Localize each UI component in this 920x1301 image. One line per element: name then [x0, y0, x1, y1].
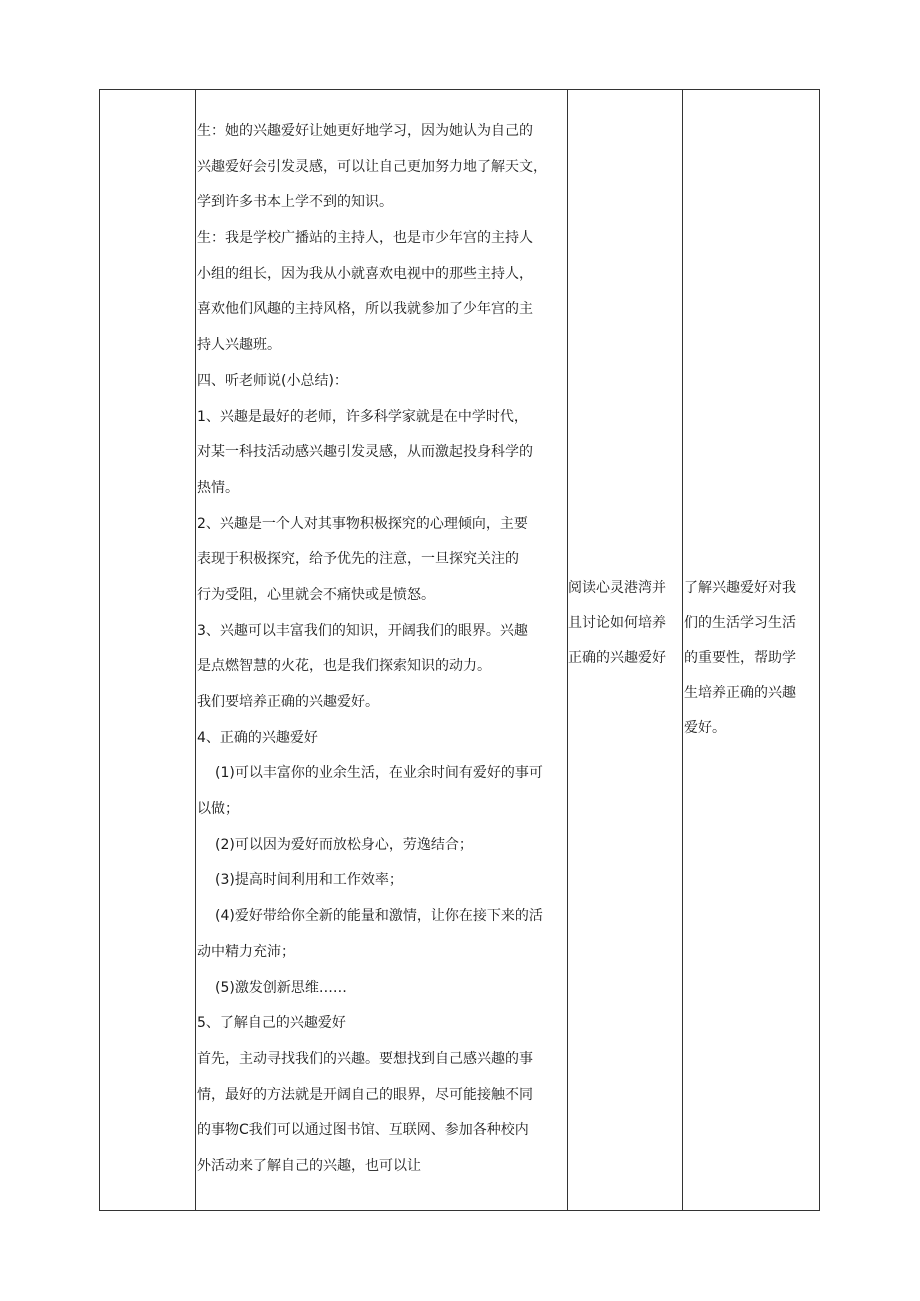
content-line: 外活动来了解自己的兴趣，也可以让	[197, 1157, 421, 1174]
content-line: 小组的组长，因为我从小就喜欢电视中的那些主持人，	[197, 265, 533, 282]
content-line: 表现于积极探究，给予优先的注意，一旦探究关注的	[197, 551, 519, 568]
content-line: 情，最好的方法就是开阔自己的眼界，尽可能接触不同	[197, 1086, 533, 1103]
content-line: 5、了解自己的兴趣爱好	[197, 1015, 346, 1032]
activity-line: 且讨论如何培养	[568, 615, 666, 631]
student-activity-column	[568, 571, 682, 676]
content-line: 动中精力充沛；	[197, 943, 295, 960]
intent-line: 生培养正确的兴趣	[684, 685, 796, 701]
content-line: 生：我是学校广播站的主持人，也是市少年宫的主持人	[197, 230, 533, 247]
content-line: (5)激发创新思维……	[215, 979, 347, 996]
content-line: 2、兴趣是一个人对其事物积极探究的心理倾向，主要	[197, 515, 528, 532]
content-line: (3)提高时间利用和工作效率；	[215, 872, 403, 889]
design-intent-column	[684, 571, 818, 746]
content-line: 热情。	[197, 479, 239, 496]
content-line: 持人兴趣班。	[197, 337, 281, 354]
content-line: (2)可以因为爱好而放松身心，劳逸结合；	[215, 836, 473, 853]
column-divider	[195, 90, 196, 1210]
content-line: 行为受阻，心里就会不痛快或是愤怒。	[197, 586, 435, 603]
content-line: (1)可以丰富你的业余生活，在业余时间有爱好的事可	[215, 765, 543, 782]
intent-line: 爱好。	[684, 720, 726, 736]
intent-line: 们的生活学习生活	[684, 615, 796, 631]
content-line: 首先，主动寻找我们的兴趣。要想找到自己感兴趣的事	[197, 1050, 533, 1067]
content-line: (4)爱好带给你全新的能量和激情，让你在接下来的活	[215, 908, 543, 925]
lesson-table	[99, 89, 820, 1211]
activity-line: 阅读心灵港湾并	[568, 580, 666, 596]
teaching-content-column	[197, 90, 567, 1210]
content-line: 以做；	[197, 801, 239, 818]
content-line: 对某一科技活动感兴趣引发灵感，从而激起投身科学的	[197, 444, 533, 461]
content-line: 是点燃智慧的火花，也是我们探索知识的动力。	[197, 658, 491, 675]
content-line: 喜欢他们风趣的主持风格，所以我就参加了少年宫的主	[197, 301, 533, 318]
column-divider	[682, 90, 683, 1210]
content-line: 的事物C我们可以通过图书馆、互联网、参加各种校内	[197, 1122, 529, 1139]
activity-line: 正确的兴趣爱好	[568, 650, 666, 666]
content-line: 兴趣爱好会引发灵感，可以让自己更加努力地了解天文，	[197, 158, 547, 175]
content-line: 我们要培养正确的兴趣爱好。	[197, 694, 379, 710]
content-line: 生：她的兴趣爱好让她更好地学习，因为她认为自己的	[197, 123, 533, 139]
intent-line: 了解兴趣爱好对我	[684, 580, 796, 596]
content-line: 3、兴趣可以丰富我们的知识，开阔我们的眼界。兴趣	[197, 622, 528, 639]
content-line: 四、听老师说(小总结)：	[197, 372, 348, 389]
content-line: 学到许多书本上学不到的知识。	[197, 194, 393, 211]
intent-line: 的重要性，帮助学	[684, 650, 796, 666]
content-line: 4、正确的兴趣爱好	[197, 729, 318, 746]
content-line: 1、兴趣是最好的老师，许多科学家就是在中学时代，	[197, 408, 528, 425]
